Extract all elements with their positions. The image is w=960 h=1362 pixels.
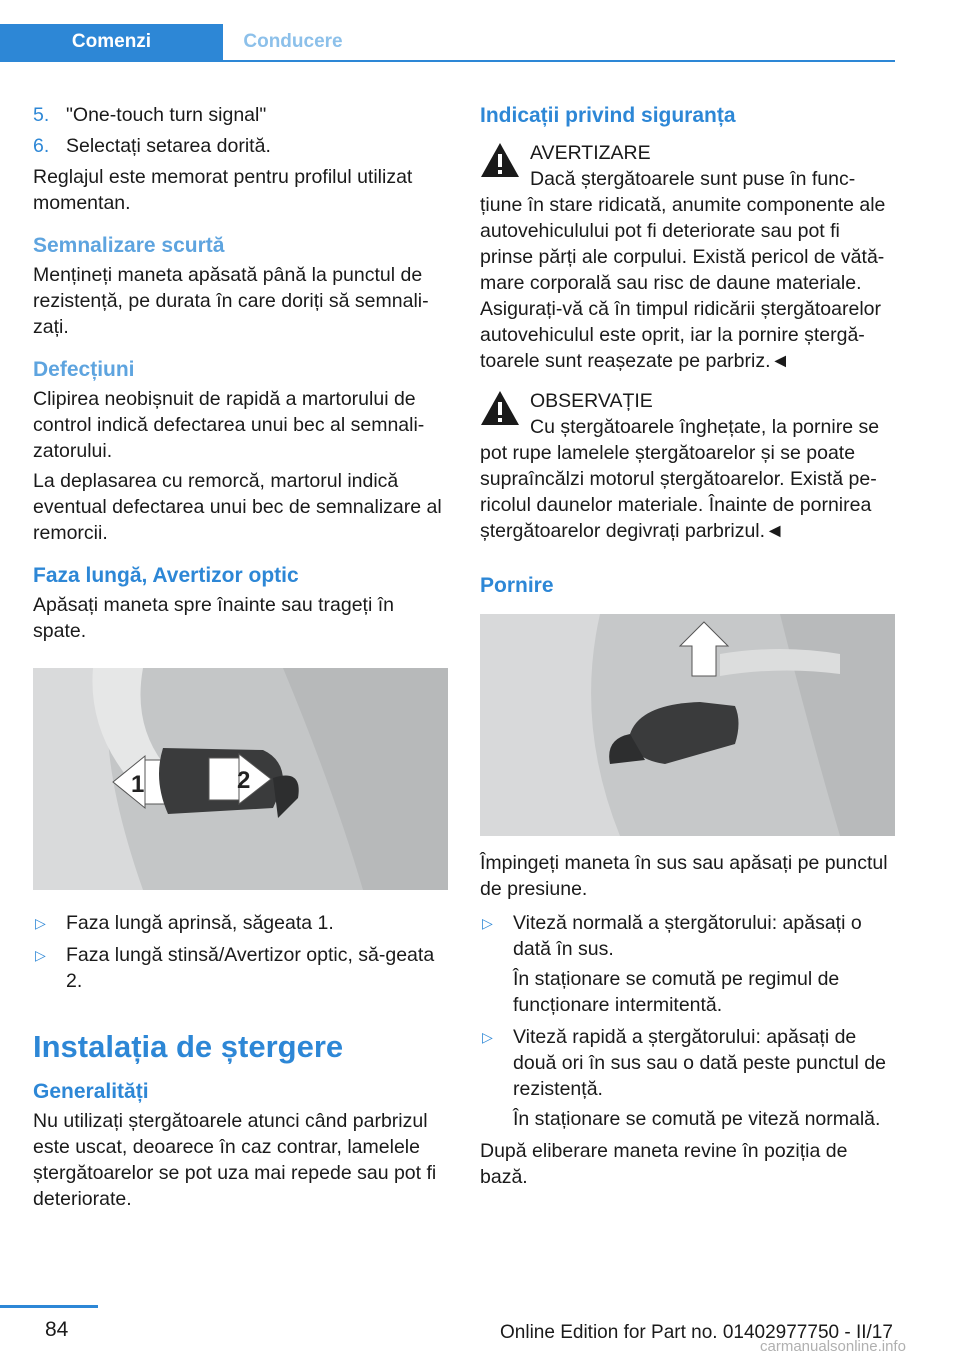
left-column bbox=[33, 102, 448, 1216]
heading-indicatii-siguranta: Indicații privind siguranța bbox=[480, 104, 736, 127]
triangle-bullet-icon: ▷ bbox=[482, 1029, 493, 1045]
list-number: 6. bbox=[33, 135, 50, 157]
list-text: Selectați setarea dorită. bbox=[66, 135, 271, 157]
warning-triangle-icon bbox=[480, 390, 520, 426]
warning-block bbox=[480, 140, 895, 374]
warning-title: AVERTIZARE bbox=[530, 142, 651, 164]
figure-wiper-lever bbox=[480, 614, 895, 836]
figure-high-beam-lever bbox=[33, 668, 448, 890]
heading-pornire: Pornire bbox=[480, 574, 554, 597]
bullet-subtext: În staționare se comută pe regimul de funcționare intermitentă. bbox=[513, 968, 840, 1016]
triangle-bullet-icon: ▷ bbox=[35, 947, 46, 963]
bullet-item bbox=[33, 910, 448, 936]
bullet-text: Viteză rapidă a ștergătorului: apăsați de două ori în sus sau o dată peste punctul de rezistență. bbox=[513, 1026, 886, 1100]
paragraph-short: Mențineți maneta apăsată până la punctul de rezistență, pe durata în care doriți să semnali‐zați. bbox=[33, 264, 429, 338]
triangle-bullet-icon: ▷ bbox=[482, 915, 493, 931]
warning-triangle-icon bbox=[480, 142, 520, 178]
bullet-subtext: În staționare se comută pe viteză normală. bbox=[513, 1108, 881, 1130]
tab-conducere[interactable]: Conducere bbox=[243, 31, 343, 52]
heading-faza-lunga: Faza lungă, Avertizor optic bbox=[33, 564, 299, 587]
paragraph-start: Împingeți maneta în sus sau apăsați pe punctul de presiune. bbox=[480, 852, 888, 900]
heading-semnalizare-scurta: Semnalizare scurtă bbox=[33, 234, 225, 257]
right-column bbox=[480, 102, 895, 1194]
paragraph-faza: Apăsați maneta spre înainte sau trageți în spate. bbox=[33, 594, 394, 642]
figure-label-1: 1 bbox=[131, 771, 145, 798]
bullet-item bbox=[480, 1024, 895, 1132]
warning-text: țiune în stare ridicată, anumite componente ale autovehiculului pot fi deteriorate sau pot fi prinse părți ale corpului. Există pericol de vătă‐mare corporală sau risc de daune materiale. Asigurați-vă că în timpul ridicării ștergătoarelor autovehiculul este oprit, iar la pornire ștergă‐toarele sunt reașezate pe parbriz.◄ bbox=[480, 194, 886, 372]
heading-defectiuni: Defecțiuni bbox=[33, 358, 135, 381]
heading-instalatia-de-stergere: Instalația de ștergere bbox=[33, 1029, 344, 1064]
warning-first-line: Dacă ștergătoarele sunt puse în func‐ bbox=[530, 168, 856, 190]
paragraph-saved: Reglajul este memorat pentru profilul utilizat momentan. bbox=[33, 166, 413, 214]
notice-text: pot rupe lamelele ștergătoarelor și se poate supraîncălzi motorul ștergătoarelor. Există pe‐ricolul daunelor materiale. Înainte de pornirea ștergătoarelor degivrați parbrizul.◄ bbox=[480, 442, 877, 542]
page-number: 84 bbox=[45, 1318, 69, 1341]
bullet-item bbox=[480, 910, 895, 1018]
bullet-text: Viteză normală a ștergătorului: apăsați o dată în sus. bbox=[513, 912, 862, 960]
wiper-illustration bbox=[480, 614, 895, 836]
list-item bbox=[33, 133, 448, 159]
footer-divider bbox=[0, 1305, 98, 1308]
high-beam-illustration bbox=[33, 668, 448, 890]
paragraph-defect-1: Clipirea neobișnuit de rapidă a martorului de control indică defectarea unui bec al semnali‐zatorului. bbox=[33, 388, 425, 462]
header-divider bbox=[0, 60, 895, 62]
list-number: 5. bbox=[33, 104, 50, 126]
paragraph-defect-2: La deplasarea cu remorcă, martorul indică eventual defectarea unui bec de semnalizare al remorcii. bbox=[33, 470, 442, 544]
list-text: "One-touch turn signal" bbox=[66, 104, 267, 126]
bullet-item bbox=[33, 942, 448, 994]
triangle-bullet-icon: ▷ bbox=[35, 915, 46, 931]
paragraph-release: După eliberare maneta revine în poziția de bază. bbox=[480, 1140, 848, 1188]
tab-comenzi[interactable]: Comenzi bbox=[0, 24, 223, 60]
notice-first-line: Cu ștergătoarele înghețate, la pornire se bbox=[530, 416, 880, 438]
list-item bbox=[33, 102, 448, 128]
edition-note: Online Edition for Part no. 01402977750 - II/17 bbox=[500, 1322, 893, 1343]
notice-block bbox=[480, 388, 895, 544]
figure-label-2: 2 bbox=[237, 767, 251, 794]
paragraph-general: Nu utilizați ștergătoarele atunci când parbrizul este uscat, deoarece în caz contrar, lamelele ștergătoarelor se pot uza mai repede sau pot fi deteriorate. bbox=[33, 1110, 437, 1210]
header-tabs bbox=[0, 24, 895, 62]
heading-generalitati: Generalități bbox=[33, 1080, 149, 1103]
watermark: carmanualsonline.info bbox=[760, 1338, 906, 1355]
notice-title: OBSERVAȚIE bbox=[530, 390, 653, 412]
bullet-text: Faza lungă stinsă/Avertizor optic, să‐geata 2. bbox=[66, 944, 435, 992]
bullet-text: Faza lungă aprinsă, săgeata 1. bbox=[66, 912, 334, 934]
